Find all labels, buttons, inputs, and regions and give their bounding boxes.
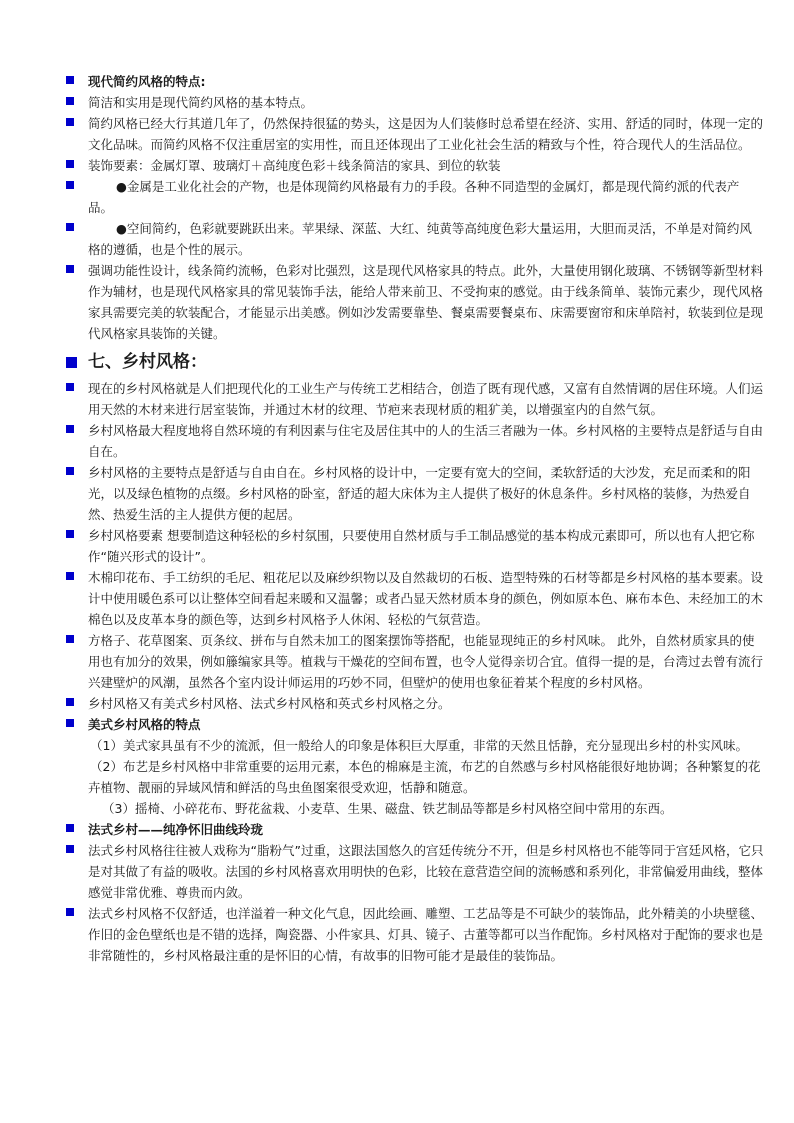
list-item: 装饰要素：金属灯罩、玻璃灯＋高纯度色彩＋线条简洁的家具、到位的软装 bbox=[64, 155, 764, 176]
list-item: 乡村风格的主要特点是舒适与自由自在。乡村风格的设计中，一定要有宽大的空间，柔软舒适的大沙发，充足而柔和的阳光，以及绿色植物的点缀。乡村风格的卧室，舒适的超大床体为主人提供了极好的休息条件。乡村风格的装修，为热爱自然、热爱生活的主人提供方便的起居。 bbox=[64, 462, 764, 525]
list-item: 简洁和实用是现代简约风格的基本特点。 bbox=[64, 92, 764, 113]
sub-paragraph: （2）布艺是乡村风格中非常重要的运用元素，本色的棉麻是主流，布艺的自然感与乡村风格能很好地协调；各种繁复的花卉植物、靓丽的异域风情和鲜活的鸟虫鱼图案很受欢迎，恬静和随意。 bbox=[88, 759, 761, 795]
list-item: 乡村风格要素 想要制造这种轻松的乡村氛围，只要使用自然材质与手工制品感觉的基本构成元素即可，所以也有人把它称作“随兴形式的设计”。 bbox=[64, 525, 764, 567]
heading-modern-features: 现代简约风格的特点: bbox=[64, 71, 764, 92]
list-item: 乡村风格最大程度地将自然环境的有利因素与住宅及居住其中的人的生活三者融为一体。乡村风格的主要特点是舒适与自由自在。 bbox=[64, 420, 764, 462]
list-item: 强调功能性设计，线条简约流畅，色彩对比强烈，这是现代风格家具的特点。此外，大量使用钢化玻璃、不锈钢等新型材料作为辅材，也是现代风格家具的常见装饰手法，能给人带来前卫、不受拘束的感觉。由于线条简单、装饰元素少，现代风格家具需要完美的软装配合，才能显示出美感。例如沙发需要靠垫、餐桌需要餐桌布、床需要窗帘和床单陪衬，软装到位是现代风格家具装饰的关键。 bbox=[64, 260, 764, 344]
sub-paragraph: （1）美式家具虽有不少的流派，但一般给人的印象是体积巨大厚重，非常的天然且恬静，充分显现出乡村的朴实风味。 bbox=[90, 738, 748, 753]
list-item bbox=[64, 218, 764, 260]
list-item: 简约风格已经大行其道几年了，仍然保持很猛的势头，这是因为人们装修时总希望在经济、实用、舒适的同时，体现一定的文化品味。而简约风格不仅注重居室的实用性，而且还体现出了工业化社会生活的精致与个性，符合现代人的生活品位。 bbox=[64, 113, 764, 155]
list-item-text: ●空间简约，色彩就要跳跃出来。苹果绿、深蓝、大红、纯黄等高纯度色彩大量运用，大胆而灵活，不单是对简约风格的遵循，也是个性的展示。 bbox=[88, 221, 752, 257]
list-item: 法式乡村风格往往被人戏称为“脂粉气”过重，这跟法国悠久的宫廷传统分不开，但是乡村风格也不能等同于宫廷风格，它只是对其做了有益的吸收。法国的乡村风格喜欢用明快的色彩，比较在意营造空间的流畅感和系列化，非常偏爱用曲线，整体感觉非常优雅、尊贵而内敛。 bbox=[64, 840, 764, 903]
list-item: 方格子、花草图案、页条纹、拼布与自然未加工的图案摆饰等搭配，也能显现纯正的乡村风味。 此外，自然材质家具的使用也有加分的效果，例如籐编家具等。植栽与干燥花的空间布置，也令人觉得亲切合宜。值得一提的是，台湾过去曾有流行兴建壁炉的风潮，虽然各个室内设计师运用的巧妙不同，但壁炉的使用也象征着某个程度的乡村风格。 bbox=[64, 630, 764, 693]
document-body bbox=[64, 71, 764, 966]
sub-paragraph: （3）摇椅、小碎花布、野花盆栽、小麦草、生果、磁盘、铁艺制品等都是乡村风格空间中常用的东西。 bbox=[102, 801, 673, 816]
list-item: 乡村风格又有美式乡村风格、法式乡村风格和英式乡村风格之分。 bbox=[64, 693, 764, 714]
list-item bbox=[64, 176, 764, 218]
list-item-text: ●金属是工业化社会的产物，也是体现简约风格最有力的手段。各种不同造型的金属灯，都是现代简约派的代表产品。 bbox=[88, 179, 740, 215]
section-heading-rural-style: 七、乡村风格： bbox=[64, 350, 764, 374]
list-item: 法式乡村风格不仅舒适，也洋溢着一种文化气息，因此绘画、雕塑、工艺品等是不可缺少的装饰品，此外精美的小块壁毯、作旧的金色壁纸也是不错的选择，陶瓷器、小件家具、灯具、镜子、古董等都可以当作配饰。乡村风格对于配饰的要求也是非常随性的，乡村风格最注重的是怀旧的心情，有故事的旧物可能才是最佳的装饰品。 bbox=[64, 903, 764, 966]
list-item: 木棉印花布、手工纺织的毛尼、粗花尼以及麻纱织物以及自然裁切的石板、造型特殊的石材等都是乡村风格的基本要素。设计中使用暖色系可以让整体空间看起来暖和又温馨；或者凸显天然材质本身的颜色，例如原本色、麻布本色、未经加工的木棉色以及皮革本身的颜色等，达到乡村风格予人休闲、轻松的气氛营造。 bbox=[64, 567, 764, 630]
list-item: 现在的乡村风格就是人们把现代化的工业生产与传统工艺相结合，创造了既有现代感，又富有自然情调的居住环境。人们运用天然的木材来进行居室装饰，并通过木材的纹理、节疤来表现材质的粗犷美，以增强室内的自然气氛。 bbox=[64, 378, 764, 420]
heading-french-rural: 法式乡村——纯净怀旧曲线玲珑 bbox=[64, 819, 764, 840]
heading-american-rural: 美式乡村风格的特点 bbox=[64, 714, 764, 735]
